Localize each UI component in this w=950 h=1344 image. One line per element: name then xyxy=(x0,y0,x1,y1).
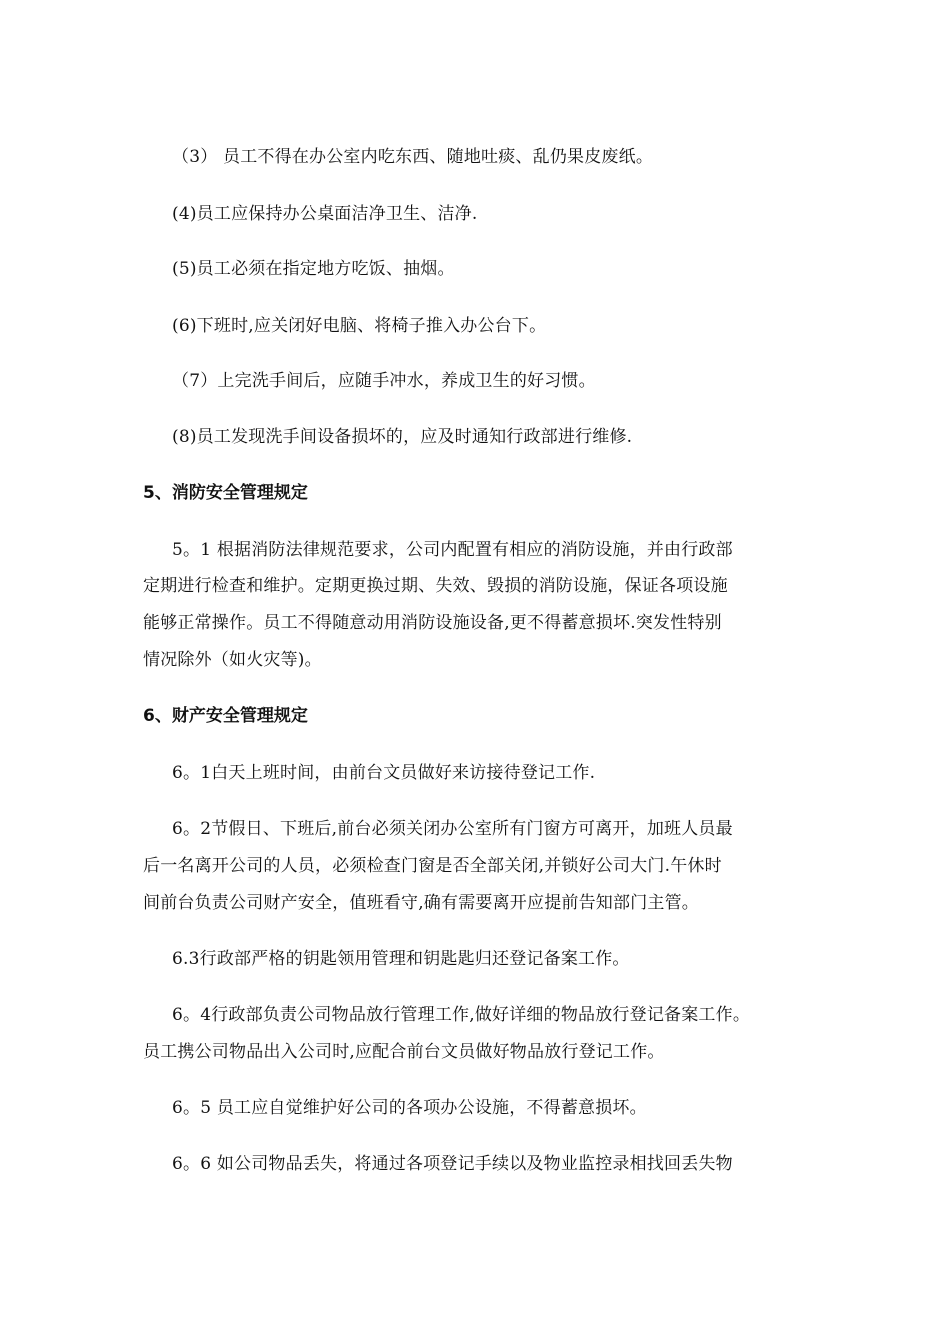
hygiene-item-7: （7）上完洗手间后，应随手冲水，养成卫生的好习惯。 xyxy=(172,371,596,391)
paragraph-line: 后一名离开公司的人员，必须检查门窗是否全部关闭,并锁好公司大门.午休时 xyxy=(143,856,722,876)
paragraph-line: 6。2节假日、下班后,前台必须关闭办公室所有门窗方可离开，加班人员最 xyxy=(172,819,733,839)
paragraph-line: 定期进行检查和维护。定期更换过期、失效、毁损的消防设施，保证各项设施 xyxy=(143,576,728,596)
hygiene-item-8: (8)员工发现洗手间设备损坏的，应及时通知行政部进行维修. xyxy=(172,427,633,447)
hygiene-item-3: （3） 员工不得在办公室内吃东西、随地吐痰、乱仍果皮废纸。 xyxy=(172,147,654,167)
hygiene-item-5: (5)员工必须在指定地方吃饭、抽烟。 xyxy=(172,259,455,279)
paragraph-line: 员工携公司物品出入公司时,应配合前台文员做好物品放行登记工作。 xyxy=(143,1042,665,1062)
paragraph-line: 6。6 如公司物品丢失，将通过各项登记手续以及物业监控录相找回丢失物 xyxy=(172,1154,733,1174)
paragraph-line: 间前台负责公司财产安全，值班看守,确有需要离开应提前告知部门主管。 xyxy=(143,893,700,913)
section-heading-fire-safety: 5、消防安全管理规定 xyxy=(143,483,308,503)
paragraph-line: 能够正常操作。员工不得随意动用消防设施设备,更不得蓄意损坏.突发性特别 xyxy=(143,613,722,633)
hygiene-item-6: (6)下班时,应关闭好电脑、将椅子推入办公台下。 xyxy=(172,316,547,336)
paragraph-line: 情况除外（如火灾等)。 xyxy=(143,650,322,670)
paragraph-line: 6。1白天上班时间，由前台文员做好来访接待登记工作. xyxy=(172,763,596,783)
paragraph-line: 6.3行政部严格的钥匙领用管理和钥匙匙归还登记备案工作。 xyxy=(172,949,630,969)
paragraph-line: 6。5 员工应自觉维护好公司的各项办公设施，不得蓄意损坏。 xyxy=(172,1098,647,1118)
paragraph-line: 5。1 根据消防法律规范要求，公司内配置有相应的消防设施，并由行政部 xyxy=(172,540,733,560)
section-heading-property-safety: 6、财产安全管理规定 xyxy=(143,706,308,726)
hygiene-item-4: (4)员工应保持办公桌面洁净卫生、洁净. xyxy=(172,204,478,224)
paragraph-line: 6。4行政部负责公司物品放行管理工作,做好详细的物品放行登记备案工作。 xyxy=(172,1005,751,1025)
